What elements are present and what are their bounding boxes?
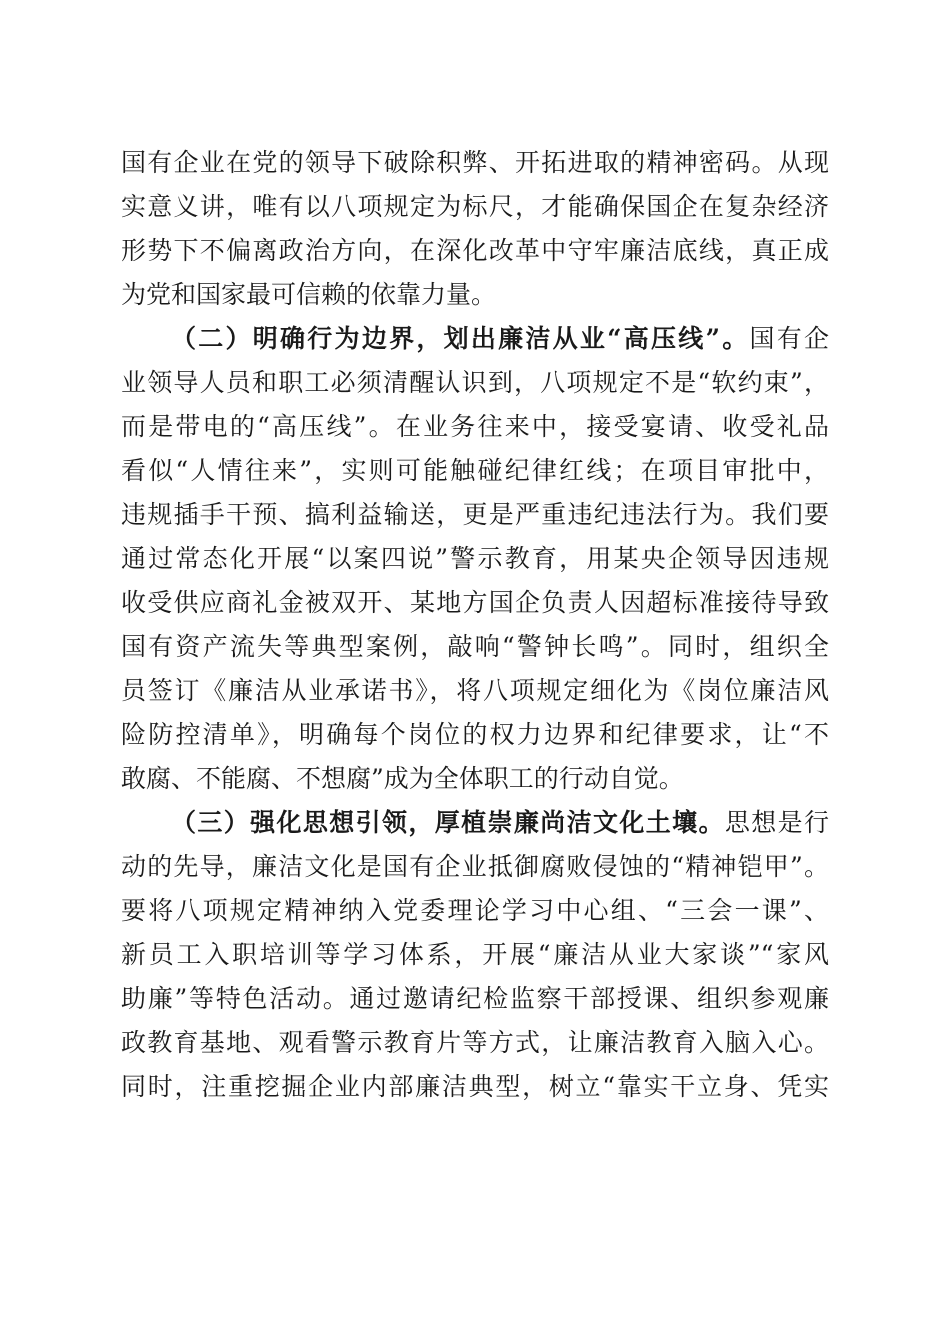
section-heading: （三）强化思想引领，厚植崇廉尚洁文化土壤。 <box>171 808 725 837</box>
text-line: 新员工入职培训等学习体系，开展“廉洁从业大家谈”“家风 <box>121 940 829 969</box>
section-heading: （二）明确行为边界，划出廉洁从业“高压线”。 <box>171 324 750 353</box>
text-run: 思想是行 <box>724 808 829 837</box>
text-line: 而是带电的“高压线”。在业务往来中，接受宴请、收受礼品 <box>121 412 829 441</box>
text-line: 违规插手干预、搞利益输送，更是严重违纪违法行为。我们要 <box>121 500 829 529</box>
document-body <box>121 141 829 1109</box>
text-line: 险防控清单》，明确每个岗位的权力边界和纪律要求，让“不 <box>121 720 829 749</box>
text-line: 助廉”等特色活动。通过邀请纪检监察干部授课、组织参观廉 <box>121 984 829 1013</box>
text-line: 为党和国家最可信赖的依靠力量。 <box>121 280 497 309</box>
paragraph-continuation <box>121 141 829 317</box>
text-run: 国有企 <box>749 324 829 353</box>
text-line: 通过常态化开展“以案四说”警示教育，用某央企领导因违规 <box>121 544 829 573</box>
paragraph-section-three <box>121 801 829 1109</box>
text-line: 业领导人员和职工必须清醒认识到，八项规定不是“软约束”， <box>121 368 829 397</box>
text-line: 看似“人情往来”，实则可能触碰纪律红线；在项目审批中， <box>121 456 829 485</box>
text-line: 政教育基地、观看警示教育片等方式，让廉洁教育入脑入心。 <box>121 1028 829 1057</box>
text-line: 同时，注重挖掘企业内部廉洁典型，树立“靠实干立身、凭实 <box>121 1072 829 1101</box>
text-line: 要将八项规定精神纳入党委理论学习中心组、“三会一课”、 <box>121 896 829 925</box>
text-line: 形势下不偏离政治方向，在深化改革中守牢廉洁底线，真正成 <box>121 236 829 265</box>
text-line: 实意义讲，唯有以八项规定为标尺，才能确保国企在复杂经济 <box>121 192 829 221</box>
section-heading-line <box>121 317 829 361</box>
text-line: 收受供应商礼金被双开、某地方国企负责人因超标准接待导致 <box>121 588 829 617</box>
paragraph-section-two <box>121 317 829 801</box>
text-line: 敢腐、不能腐、不想腐”成为全体职工的行动自觉。 <box>121 764 684 793</box>
text-line: 国有企业在党的领导下破除积弊、开拓进取的精神密码。从现 <box>121 148 829 177</box>
text-line: 员签订《廉洁从业承诺书》，将八项规定细化为《岗位廉洁风 <box>121 676 829 705</box>
text-line: 动的先导，廉洁文化是国有企业抵御腐败侵蚀的“精神铠甲”。 <box>121 852 829 881</box>
text-line: 国有资产流失等典型案例，敲响“警钟长鸣”。同时，组织全 <box>121 632 829 661</box>
section-heading-line <box>121 801 829 845</box>
